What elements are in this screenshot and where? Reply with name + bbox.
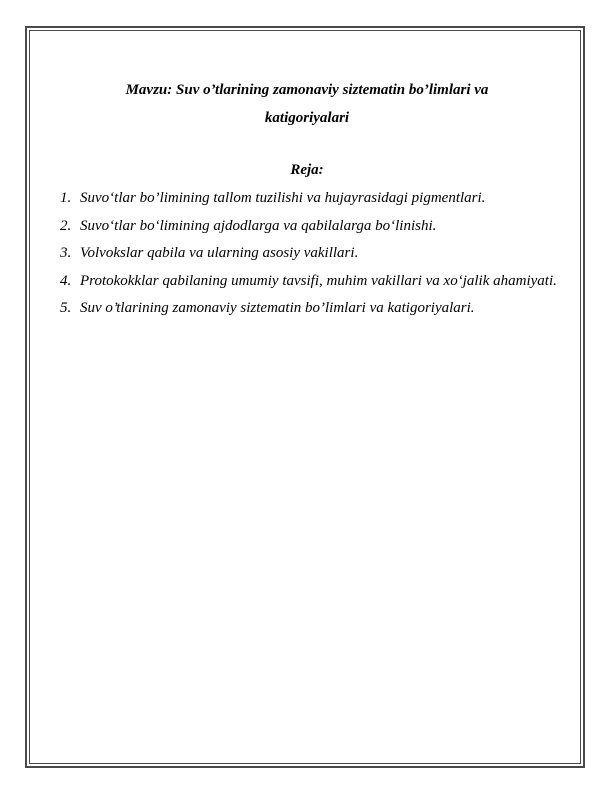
plan-item-2: [60, 213, 560, 241]
plan-item-text: Protokokklar qabilaning umumiy tavsifi, muhim vakillari va xo‘jalik ahamiyati.: [80, 272, 557, 289]
plan-item-4: [60, 268, 560, 296]
plan-item-number: 3.: [60, 245, 72, 261]
plan-item-text: Suv o’tlarining zamonaviy siztematin bo’limlari va katigoriyalari.: [80, 300, 475, 316]
title-line-2: katigoriyalari: [264, 110, 350, 126]
plan-item-5: [60, 295, 560, 323]
plan-list: [60, 185, 560, 323]
plan-item-number: 4.: [60, 272, 72, 289]
title-line-1: Mavzu: Suv o’tlarining zamonaviy siztematin bo’limlari va: [125, 82, 489, 98]
plan-heading: Reja:: [290, 162, 324, 178]
plan-item-3: [60, 240, 560, 268]
plan-item-text: Suvo‘tlar bo‘limining ajdodlarga va qabilalarga bo‘linishi.: [80, 217, 437, 234]
plan-item-1: [60, 185, 560, 213]
plan-item-number: 1.: [60, 190, 72, 206]
document-title: [60, 76, 554, 132]
plan-item-number: 2.: [60, 217, 72, 234]
plan-item-text: Volvokslar qabila va ularning asosiy vakillari.: [80, 245, 359, 261]
plan-item-number: 5.: [60, 300, 72, 316]
page-border-inner: [29, 30, 581, 764]
plan-item-text: Suvo‘tlar bo’limining tallom tuzilishi va hujayrasidagi pigmentlari.: [80, 190, 486, 206]
